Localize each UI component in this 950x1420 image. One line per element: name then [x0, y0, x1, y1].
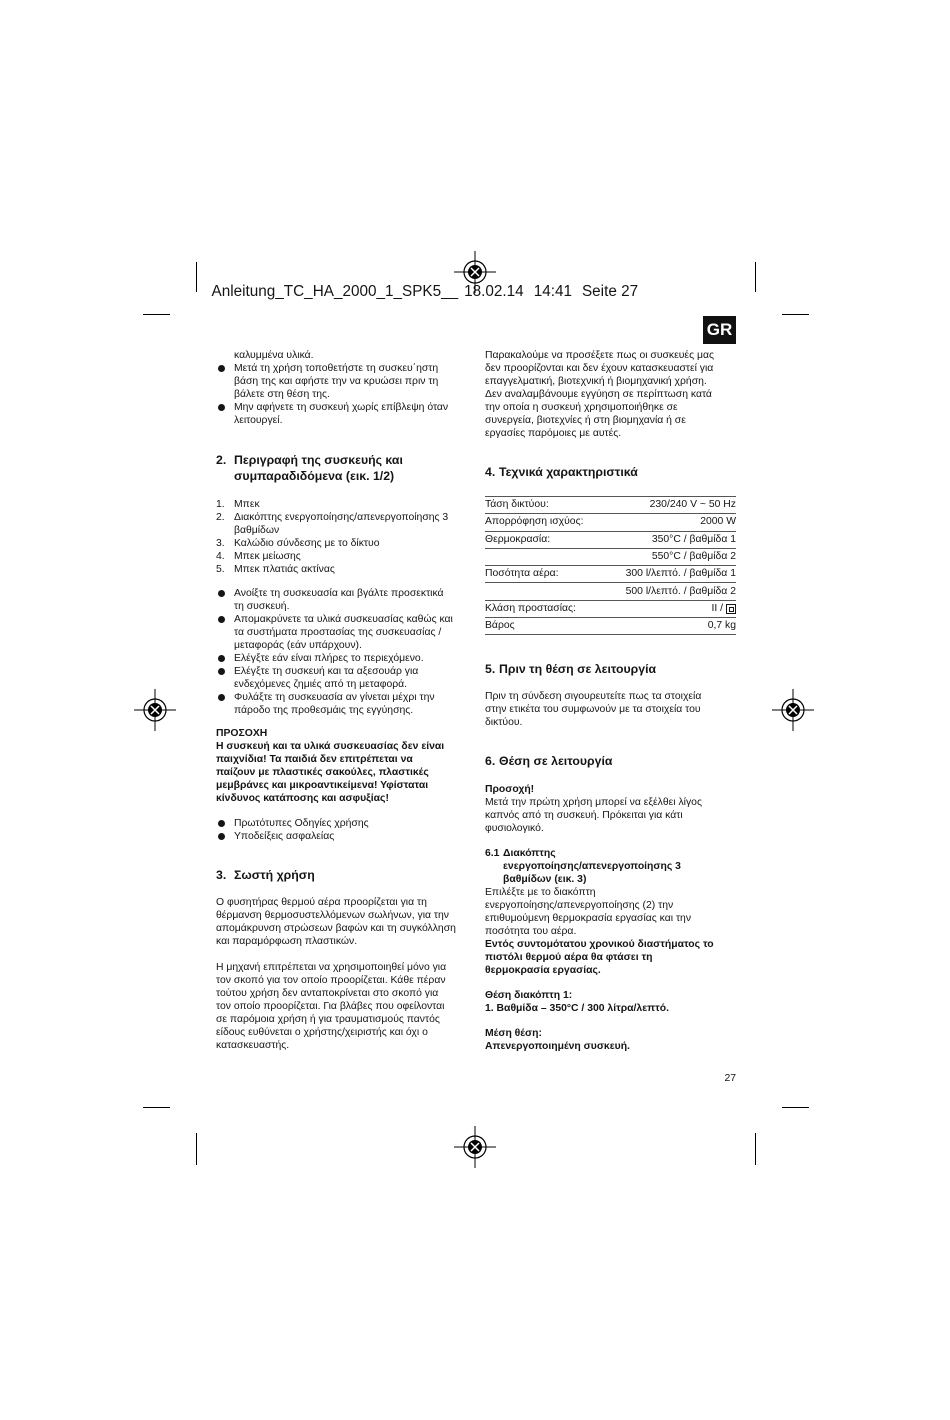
- bullet-item: [216, 587, 466, 613]
- crop-mark: [782, 314, 809, 315]
- documents-list: [216, 817, 466, 843]
- technical-data-table: [485, 496, 736, 635]
- section-heading: [216, 452, 466, 484]
- item-number: 2.: [216, 511, 225, 523]
- bullet-item: [216, 652, 466, 665]
- spec-label: Θερμοκρασία:: [485, 533, 551, 545]
- bullet-icon: [218, 820, 225, 827]
- table-row: [485, 566, 736, 583]
- table-row: [485, 583, 736, 600]
- spec-label: Ποσότητα αέρα:: [485, 568, 559, 580]
- list-item: [216, 563, 466, 576]
- spec-label: Βάρος: [485, 620, 515, 632]
- paragraph: Η μηχανή επιτρέπεται να χρησιμοποιηθεί μόνο για τον σκοπό για τον οποίο προορίζεται. Κάθε πέραν τούτου χρήση δεν ανταποκρίνεται στο σκοπό για τον οποίο προορίζεται. Για βλάβες που οφείλονται σε παρόμοια χρήση ή για τραυματισμούς παντός είδους ευθύνεται ο χρήστης/χειριστής και όχι ο κατασκευαστής.: [216, 961, 447, 1051]
- spec-label: Κλάση προστασίας:: [485, 602, 576, 614]
- bullet-item: [216, 362, 466, 401]
- section-number: 6.: [485, 754, 496, 768]
- position-text: 1. Βαθμίδα – 350°C / 300 λίτρα/λεπτό.: [485, 1002, 669, 1014]
- registration-mark-icon: [450, 247, 500, 297]
- crop-mark: [755, 262, 756, 292]
- bullet-text: Πρωτότυπες Οδηγίες χρήσης: [234, 817, 369, 829]
- crop-mark: [196, 262, 197, 292]
- list-item: [216, 550, 466, 563]
- liability-text: [216, 961, 466, 1052]
- bullet-icon: [218, 404, 225, 411]
- crop-mark: [782, 1107, 809, 1108]
- registration-mark-icon: [768, 685, 818, 735]
- table-row: [485, 618, 736, 635]
- bullet-icon: [218, 365, 225, 372]
- table-row: [485, 497, 736, 514]
- bullet-text: Μετά τη χρήση τοποθετήστε τη συσκευ΄ηστη βάση της και αφήστε την να κρυώσει πριν τη βάλετε στη θέση της.: [234, 362, 439, 400]
- spec-value: 500 l/λεπτό. / βαθμίδα 2: [625, 585, 736, 597]
- spec-value: 300 l/λεπτό. / βαθμίδα 1: [625, 568, 736, 580]
- list-item: [216, 537, 466, 550]
- bullet-icon: [218, 655, 225, 662]
- table-row: [485, 601, 736, 618]
- section-title: Θέση σε λειτουργία: [499, 754, 613, 768]
- warning-text: Η συσκευή και τα υλικά συσκευασίας δεν είναι παιχνίδια! Τα παιδιά δεν επιτρέπεται να παίζουν με πλαστικές σακούλες, πλαστικές μεμβράνες και μικροαντικείμενα! Υφίσταται κίνδυνος κατάποσης και ασφυξίας!: [216, 740, 445, 804]
- commercial-use-notice: [485, 349, 736, 440]
- spec-label: Τάση δικτύου:: [485, 499, 549, 511]
- section-heading: [216, 867, 466, 883]
- spec-value: 350°C / βαθμίδα 1: [651, 533, 736, 545]
- print-time: 14:41: [533, 283, 572, 300]
- subsection-number: 6.1: [485, 847, 500, 859]
- intended-use-text: [216, 896, 466, 948]
- language-badge: GR: [703, 316, 736, 344]
- section-title: Σωστή χρήση: [234, 868, 315, 882]
- section-heading: [485, 661, 736, 677]
- bullet-item: [216, 817, 466, 830]
- item-text: Μπεκ μείωσης: [234, 550, 301, 562]
- switch-section: [485, 847, 736, 977]
- item-number: 3.: [216, 537, 225, 549]
- spec-value: II /: [711, 602, 723, 614]
- paragraph: Πριν τη σύνδεση σιγουρευτείτε πως τα στοιχεία στην ετικέτα του συμφωνούν με τα στοιχεία του δικτύου.: [485, 690, 702, 728]
- intro-list: [216, 349, 466, 427]
- item-number: 1.: [216, 498, 225, 510]
- registration-mark-icon: [130, 685, 180, 735]
- bullet-text: Μην αφήνετε τη συσκευή χωρίς επίβλεψη όταν λειτουργεί.: [234, 401, 449, 426]
- bullet-item: [216, 830, 466, 843]
- before-use-text: [485, 690, 736, 729]
- section-title: Τεχνικά χαρακτηριστικά: [499, 465, 638, 479]
- bullet-icon: [218, 833, 225, 840]
- list-item: [216, 498, 466, 511]
- heat-up-note: Εντός συντομότατου χρονικού διαστήματος το πιστόλι θερμού αέρα θα φτάσει τη θερμοκρασία εργασίας.: [485, 938, 714, 976]
- subsection-heading: [485, 847, 736, 886]
- table-row: [485, 549, 736, 566]
- print-date: 18.02.14: [464, 283, 524, 300]
- list-item: [216, 511, 466, 537]
- crop-mark: [196, 1133, 197, 1165]
- bullet-item: [216, 691, 466, 717]
- print-page-label: Seite 27: [581, 283, 639, 300]
- spec-value: 230/240 V ~ 50 Hz: [649, 499, 736, 511]
- item-text: Μπεκ: [234, 498, 260, 510]
- paragraph: Παρακαλούμε να προσέξετε πως οι συσκευές μας δεν προορίζονται και δεν έχουν κατασκευαστεί για επαγγελματική, βιοτεχνική ή βιομηχανική χρήση. Δεν αναλαμβάνουμε εγγύηση σε περίπτωση κατά την οποία η συσκευή χρησιμοποιήθηκε σε συνεργεία, βιοτεχνίες ή στη βιομηχανία ή σε εργασίες παρόμοιες με αυτές.: [485, 349, 714, 439]
- crop-mark: [143, 314, 170, 315]
- continuation-text: [216, 349, 466, 362]
- warning-block: [216, 727, 466, 805]
- section-title: Πριν τη θέση σε λειτουργία: [499, 662, 657, 676]
- job-name: Anleitung_TC_HA_2000_1_SPK5__: [211, 283, 459, 300]
- protection-class-ii-icon: [726, 604, 736, 614]
- bullet-item: [216, 665, 466, 691]
- parts-list: [216, 498, 466, 576]
- item-text: Καλώδιο σύνδεσης με το δίκτυο: [234, 537, 380, 549]
- page-number: 27: [724, 1073, 736, 1084]
- item-text: Διακόπτης ενεργοποίησης/απενεργοποίησης 3 βαθμίδων: [234, 511, 449, 536]
- spec-value: 550°C / βαθμίδα 2: [651, 551, 736, 563]
- item-number: 4.: [216, 550, 225, 562]
- switch-position-1: [485, 989, 736, 1015]
- section-number: 4.: [485, 465, 496, 479]
- position-title: Μέση θέση:: [485, 1027, 542, 1039]
- paragraph: Ο φυσητήρας θερμού αέρα προορίζεται για τη θέρμανση θερμοσυστελλόμενων σωλήνων, για την απομάκρυνση στρώσεων βαφών και τη συγκόλληση και παραμόρφωση πλαστικών.: [216, 896, 456, 947]
- spec-value: 2000 W: [700, 516, 736, 528]
- switch-position-middle: [485, 1027, 736, 1053]
- registration-mark-icon: [450, 1122, 500, 1172]
- section-title: Περιγραφή της συσκευής και συμπαραδιδόμενα (εικ. 1/2): [234, 453, 403, 483]
- spec-label: Απορρόφηση ισχύος:: [485, 516, 584, 528]
- print-header: [203, 262, 638, 302]
- warning-title: ΠΡΟΣΟΧΗ: [216, 727, 268, 739]
- bullet-item: [216, 613, 466, 652]
- continuation-line: καλυμμένα υλικά.: [234, 349, 314, 361]
- bullet-icon: [218, 668, 225, 675]
- bullet-text: Υποδείξεις ασφαλείας: [234, 830, 335, 842]
- subsection-title: Διακόπτης ενεργοποίησης/απενεργοποίησης 3 βαθμίδων (εικ. 3): [503, 847, 681, 885]
- section-number: 2.: [216, 453, 227, 467]
- spec-value: 0,7 kg: [707, 620, 736, 632]
- crop-mark: [143, 1107, 170, 1108]
- crop-mark: [755, 1133, 756, 1165]
- bullet-text: Ελέγξτε εάν είναι πλήρες το περιεχόμενο.: [234, 652, 424, 664]
- caution-title: Προσοχή!: [485, 783, 535, 795]
- bullet-icon: [218, 616, 225, 623]
- item-text: Μπεκ πλατιάς ακτίνας: [234, 563, 335, 575]
- bullet-icon: [218, 694, 225, 701]
- bullet-text: Ελέγξτε τη συσκευή και τα αξεσουάρ για ενδεχόμενες ζημιές από τη μεταφορά.: [234, 665, 419, 690]
- item-number: 5.: [216, 563, 225, 575]
- caution-text: Μετά την πρώτη χρήση μπορεί να εξέλθει λίγος καπνός από τη συσκευή. Πρόκειται για κάτι φυσιολογικό.: [485, 796, 702, 834]
- table-row: [485, 532, 736, 549]
- section-number: 5.: [485, 662, 496, 676]
- bullet-text: Απομακρύνετε τα υλικά συσκευασίας καθώς και τα συστήματα προστασίας της συσκευασίας / μεταφοράς (εάν υπάρχουν).: [234, 613, 453, 651]
- bullet-text: Φυλάξτε τη συσκευασία αν γίνεται μέχρι την πάροδο της προθεσμάις της εγγύησης.: [234, 691, 435, 716]
- spec-value-cell: [711, 601, 736, 617]
- position-text: Απενεργοποιημένη συσκευή.: [485, 1040, 630, 1052]
- switch-instructions: Επιλέξτε με το διακόπτη ενεργοποίησης/απενεργοποίησης (2) την επιθυμούμενη θερμοκρασία εργασίας και την ποσότητα του αέρα.: [485, 886, 692, 937]
- section-heading: [485, 464, 736, 480]
- caution-block: [485, 783, 736, 835]
- bullet-text: Ανοίξτε τη συσκευασία και βγάλτε προσεκτικά τη συσκευή.: [234, 587, 444, 612]
- table-row: [485, 514, 736, 531]
- section-heading: [485, 753, 736, 769]
- bullet-item: [216, 401, 466, 427]
- bullet-icon: [218, 590, 225, 597]
- section-number: 3.: [216, 868, 227, 882]
- position-title: Θέση διακόπτη 1:: [485, 989, 573, 1001]
- unpacking-checklist: [216, 587, 466, 717]
